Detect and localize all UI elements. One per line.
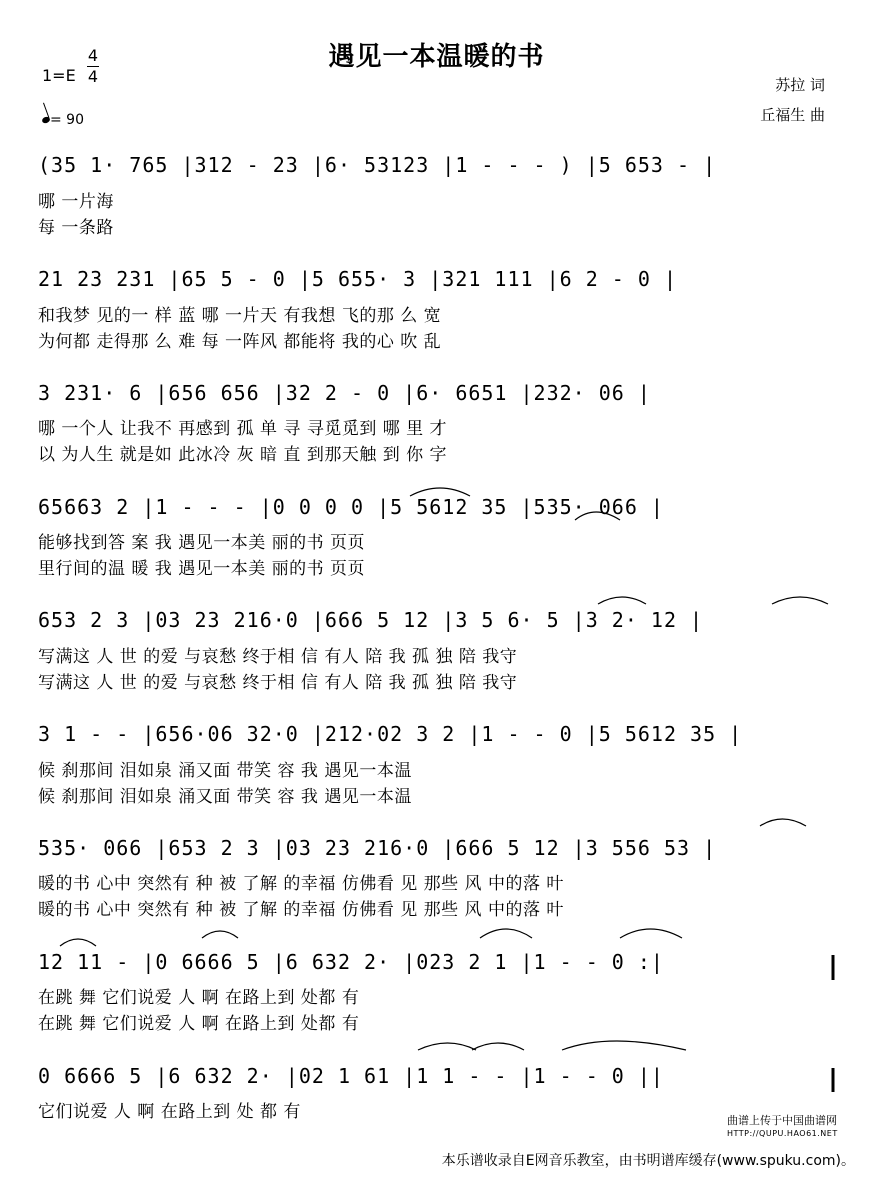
watermark-line-2: HTTP://QUPU.HAO61.NET: [727, 1129, 838, 1138]
slur-mark: [472, 1043, 524, 1050]
notation-row-8: 12 11 - |0 6666 5 |6 632 2· |023 2 1 |1 - - 0 :|: [38, 950, 664, 974]
notation-row-1: (35 1· 765 |312 - 23 |6· 53123 |1 - - - ) |5 653 - |: [38, 153, 717, 177]
notation-row-6: 3 1 - - |656·06 32·0 |212·02 3 2 |1 - - 0 |5 5612 35 |: [38, 722, 743, 746]
song-title: 遇见一本温暖的书: [328, 42, 545, 72]
time-signature-top: 4: [87, 46, 99, 65]
slur-mark: [202, 931, 238, 938]
lyrics-row-2-verse-1: 和我梦 见的一 样 蓝 哪 一片天 有我想 飞的那 么 宽: [38, 306, 442, 326]
notation-row-4: 65663 2 |1 - - - |0 0 0 0 |5 5612 35 |535· 066 |: [38, 495, 664, 519]
lyrics-row-5-verse-2: 写满这 人 世 的爱 与哀愁 终于相 信 有人 陪 我 孤 独 陪 我守: [38, 673, 518, 693]
slur-mark: [562, 1041, 686, 1050]
lyrics-row-6-verse-1: 候 刹那间 泪如泉 涌又面 带笑 容 我 遇见一本温: [38, 761, 412, 781]
notation-row-5: 653 2 3 |03 23 216·0 |666 5 12 |3 5 6· 5 |3 2· 12 |: [38, 608, 704, 632]
slur-mark: [418, 1043, 476, 1050]
tempo-value: = 90: [50, 112, 84, 128]
notation-row-9: 0 6666 5 |6 632 2· |02 1 61 |1 1 - - |1 - - 0 ||: [38, 1064, 664, 1088]
lyrics-row-1-verse-1: 哪 一片海: [38, 192, 114, 212]
slur-mark: [760, 819, 806, 826]
slur-mark: [60, 939, 96, 946]
lyrics-row-4-verse-2: 里行间的温 暖 我 遇见一本美 丽的书 页页: [38, 559, 366, 579]
lyrics-row-2-verse-2: 为何都 走得那 么 难 每 一阵风 都能将 我的心 吹 乱: [38, 332, 442, 352]
lyrics-row-8-verse-2: 在跳 舞 它们说爱 人 啊 在路上到 处都 有: [38, 1014, 360, 1034]
lyrics-row-6-verse-2: 候 刹那间 泪如泉 涌又面 带笑 容 我 遇见一本温: [38, 787, 412, 807]
notation-row-2: 21 23 231 |65 5 - 0 |5 655· 3 |321 111 |6 2 - 0 |: [38, 267, 678, 291]
lyrics-row-3-verse-1: 哪 一个人 让我不 再感到 孤 单 寻 寻觅觅到 哪 里 才: [38, 419, 448, 439]
time-signature-bottom: 4: [87, 67, 99, 86]
slur-mark: [620, 929, 682, 938]
notation-row-7: 535· 066 |653 2 3 |03 23 216·0 |666 5 12 |3 556 53 |: [38, 836, 717, 860]
notation-row-3: 3 231· 6 |656 656 |32 2 - 0 |6· 6651 |232· 06 |: [38, 381, 651, 405]
footer-source-note: 本乐谱收录自E网音乐教室，由书明谱库缓存(www.spuku.com)。: [441, 1153, 855, 1169]
key-signature: 1=E: [42, 66, 76, 85]
slur-mark: [410, 488, 470, 496]
lyrics-row-4-verse-1: 能够找到答 案 我 遇见一本美 丽的书 页页: [38, 533, 366, 553]
slur-mark: [598, 597, 646, 604]
lyrics-row-9-verse-1: 它们说爱 人 啊 在路上到 处 都 有: [38, 1102, 301, 1122]
watermark-stamp: [727, 1114, 838, 1140]
slur-mark: [772, 597, 828, 604]
slur-mark: [480, 929, 532, 938]
composer-credit: 丘福生 曲: [760, 106, 825, 124]
lyrics-row-7-verse-2: 暖的书 心中 突然有 种 被 了解 的幸福 仿佛看 见 那些 风 中的落 叶: [38, 900, 564, 920]
slur-mark: [575, 512, 620, 520]
lyrics-row-5-verse-1: 写满这 人 世 的爱 与哀愁 终于相 信 有人 陪 我 孤 独 陪 我守: [38, 647, 518, 667]
lyrics-row-3-verse-2: 以 为人生 就是如 此冰冷 灰 暗 直 到那天触 到 你 字: [38, 445, 448, 465]
lyrics-row-8-verse-1: 在跳 舞 它们说爱 人 啊 在路上到 处都 有: [38, 988, 360, 1008]
lyrics-row-1-verse-2: 每 一条路: [38, 218, 114, 238]
lyricist-credit: 苏拉 词: [775, 76, 825, 94]
watermark-line-1: 曲谱上传于中国曲谱网: [727, 1114, 837, 1127]
lyrics-row-7-verse-1: 暖的书 心中 突然有 种 被 了解 的幸福 仿佛看 见 那些 风 中的落 叶: [38, 874, 564, 894]
